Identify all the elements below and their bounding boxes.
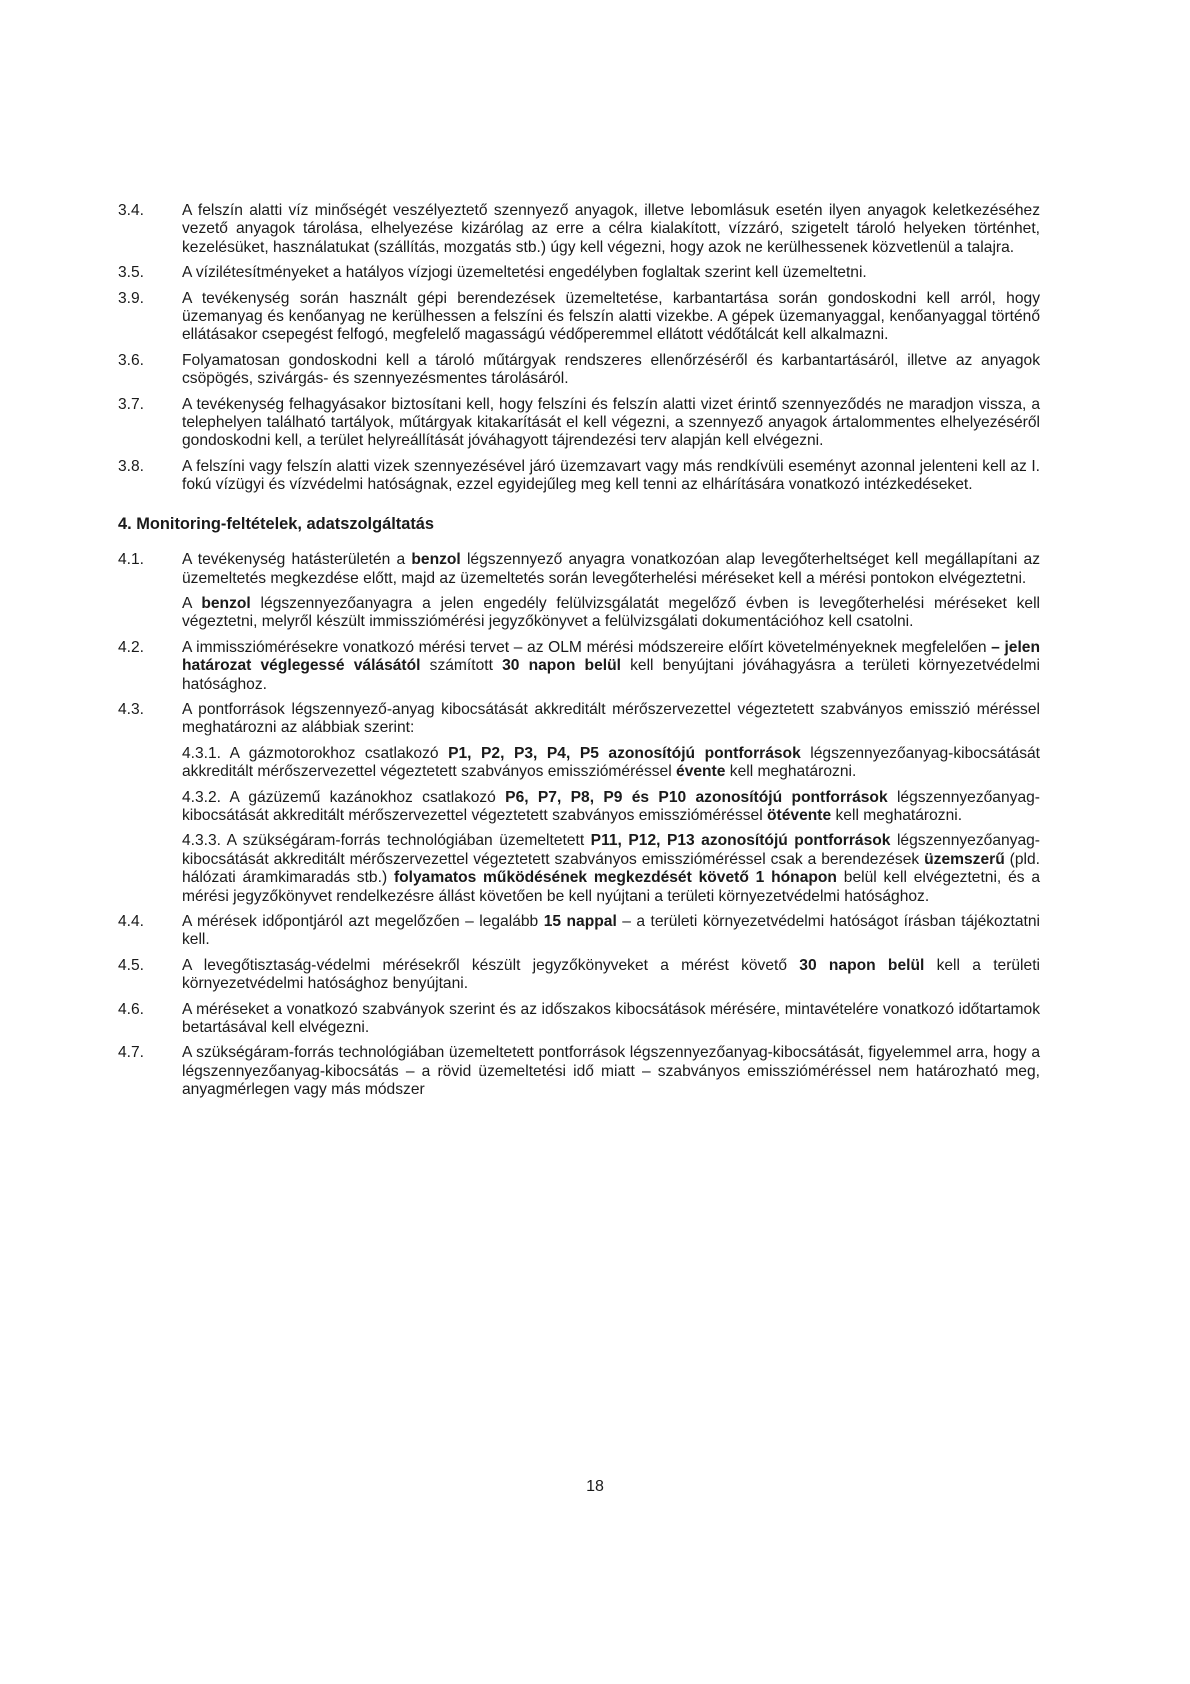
bold-text: 30 napon belül [799, 956, 925, 974]
text-run: A vízilétesítményeket a hatályos vízjogi üzemeltetési engedélyben foglaltak szerint kell üzemeltetni. [182, 264, 867, 282]
paragraph [182, 1001, 1040, 1038]
clause-text [182, 551, 1040, 632]
clause-number: 4.6. [118, 1000, 145, 1018]
numbered-clause [118, 290, 1040, 345]
text-run: A méréseket a vonatkozó szabványok szerint és az időszakos kibocsátások mérésére, mintavételére vonatkozó időtartamok betartásával kell elvégezni. [182, 1000, 1040, 1037]
clause-number: 3.4. [118, 202, 145, 219]
bold-text: P6, P7, P8, P9 és P10 azonosítójú pontforrások [505, 788, 888, 806]
text-run: 4.3.3. A szükségáram-forrás technológiában üzemeltetett [182, 832, 591, 850]
paragraph [182, 701, 1040, 738]
clause-number: 3.6. [118, 351, 145, 369]
paragraph [182, 957, 1040, 994]
text-run: kell meghatározni. [831, 806, 963, 824]
paragraph [182, 202, 1040, 257]
text-run: A [182, 594, 202, 612]
bold-text: P1, P2, P3, P4, P5 azonosítójú pontforrások [448, 744, 801, 762]
clause-number: 4.7. [118, 1044, 145, 1062]
text-run: A immissziómérésekre vonatkozó mérési tervet – az OLM mérési módszereire előírt követelményeknek megfelelően [182, 638, 992, 656]
section-3-list [118, 202, 1040, 495]
numbered-clause [118, 701, 1040, 906]
paragraph [182, 290, 1040, 345]
text-run: A pontforrások légszennyező-anyag kibocsátását akkreditált mérőszervezettel végeztetett szabványos emisszió méréssel meghatározni az alábbiak szerint: [182, 700, 1040, 737]
paragraph [182, 745, 1040, 782]
clause-number: 4.3. [118, 700, 145, 718]
bold-text: 30 napon belül [502, 657, 621, 675]
paragraph [182, 595, 1040, 632]
clause-number: 4.5. [118, 956, 145, 974]
clause-number: 3.5. [118, 264, 145, 282]
clause-text [182, 396, 1040, 451]
numbered-clause [118, 1001, 1040, 1038]
paragraph [182, 396, 1040, 451]
clause-text [182, 202, 1040, 257]
text-run: kell meghatározni. [725, 763, 857, 781]
numbered-clause [118, 396, 1040, 451]
clause-number: 3.8. [118, 457, 145, 475]
clause-text [182, 957, 1040, 994]
text-run: A mérések időpontjáról azt megelőzően – legalább [182, 913, 544, 930]
text-run: (pld. hálózati áramkimaradás stb.) [182, 850, 1041, 887]
text-run: A szükségáram-forrás technológiában üzemeltetett pontforrások légszennyezőanyag-kibocsátását, figyelemmel arra, hogy a légszennyezőanyag-kibocsátás – a rövid üzemeltetési idő miatt – szabványos emisszióméréssel nem határozható meg, anyagmérlegen vagy más módszer [182, 1044, 1040, 1099]
paragraph [182, 551, 1040, 588]
numbered-clause [118, 639, 1040, 694]
text-run: Folyamatosan gondoskodni kell a tároló műtárgyak rendszeres ellenőrzéséről és karbantartásáról, illetve az anyagok csöpögés, szivárgás- és szennyezésmentes tárolásáról. [182, 351, 1040, 388]
clause-text [182, 1001, 1040, 1038]
section-4-list [118, 551, 1040, 1100]
bold-text: folyamatos működésének megkezdését követő 1 hónapon [393, 869, 837, 887]
paragraph [182, 789, 1040, 826]
bold-text: ötévente [767, 806, 832, 824]
text-run: 4.3.1. A gázmotorokhoz csatlakozó [182, 744, 449, 762]
numbered-clause [118, 458, 1040, 495]
paragraph [182, 352, 1040, 389]
numbered-clause [118, 202, 1040, 257]
bold-text: – jelen határozat véglegessé válásától [182, 638, 1040, 675]
text-run: A tevékenység felhagyásakor biztosítani kell, hogy felszíni és felszín alatti vizet érintő szennyeződés ne maradjon vissza, a telephelyen található tartályok, műtárgyak kitakarítását el kell végezni, a szennyező anyagok ártalommentes elhelyezéséről gondoskodni kell, a terület helyreállítását jóváhagyott tájrendezési terv alapján kell elvégezni. [182, 395, 1040, 450]
text-run: A tevékenység során használt gépi berendezések üzemeltetése, karbantartása során gondoskodni kell arról, hogy üzemanyag és kenőanyag ne kerülhessen a felszíni és felszín alatti vizekbe. A gépek üzemanyaggal, kenőanyaggal történő ellátásakor csepegést felfogó, megfelelő magasságú védőperemmel ellátott védőtálcát kell alkalmazni. [182, 289, 1040, 344]
clause-text [182, 639, 1040, 694]
text-run: A felszíni vagy felszín alatti vizek szennyezésével járó üzemzavart vagy más rendkívüli eseményt azonnal jelenteni kell az I. fokú vízügyi és vízvédelmi hatóságnak, ezzel egyidejűleg meg kell tenni az elhárítására vonatkozó intézkedéseket. [182, 457, 1040, 494]
numbered-clause [118, 352, 1040, 389]
page-number: 18 [586, 1478, 604, 1495]
text-run: számított [420, 657, 503, 675]
paragraph [182, 832, 1040, 906]
paragraph [182, 1044, 1040, 1099]
numbered-clause [118, 264, 1040, 282]
bold-text: 15 nappal [543, 913, 617, 930]
paragraph [182, 639, 1040, 694]
clause-number: 4.4. [118, 913, 145, 930]
clause-number: 3.7. [118, 395, 145, 413]
text-run: légszennyezőanyag-kibocsátását akkreditált mérőszervezettel végeztetett szabványos emisszióméréssel [182, 744, 1040, 781]
text-run: A levegőtisztaság-védelmi mérésekről készült jegyzőkönyveket a mérést követő [182, 956, 800, 974]
text-run: A tevékenység hatásterületén a [182, 551, 412, 569]
text-run: légszennyezőanyag-kibocsátását akkreditált mérőszervezettel végeztetett szabványos emisszióméréssel csak a berendezések [182, 832, 1040, 868]
numbered-clause [118, 1044, 1040, 1099]
text-run: légszennyező anyagra vonatkozóan alap levegőterheltséget kell megállapítani az üzemeltetés megkezdése előtt, majd az üzemeltetés során levegőterhelési méréseket kell a mérési pontokon elvégeztetni. [182, 551, 1040, 587]
paragraph [182, 458, 1040, 495]
clause-text [182, 1044, 1040, 1099]
clause-text [182, 352, 1040, 389]
paragraph [182, 264, 1040, 282]
text-run: légszennyezőanyag-kibocsátását akkreditált mérőszervezettel végeztetett szabványos emisszióméréssel [182, 788, 1040, 824]
numbered-clause [118, 551, 1040, 632]
clause-number: 3.9. [118, 289, 145, 307]
text-run: 4.3.2. A gázüzemű kazánokhoz csatlakozó [182, 788, 506, 806]
clause-text [182, 701, 1040, 906]
numbered-clause [118, 913, 1040, 950]
clause-text [182, 458, 1040, 495]
clause-text [182, 264, 1040, 282]
text-run: belül kell elvégeztetni, és a mérési jegyzőkönyvet rendelkezésre állást követően be kell nyújtani a területi környezetvédelmi hatósághoz. [182, 869, 1041, 905]
bold-text: üzemszerű [924, 850, 1005, 868]
text-run: A felszín alatti víz minőségét veszélyeztető szennyező anyagok, illetve lebomlásuk esetén ilyen anyagok keletkezéséhez vezető anyagok tárolása, elhelyezése kizárólag az erre a célra kialakított, vízzáró, szigetelt tároló helyeken történhet, kezelésüket, használatukat (szállítás, mozgatás stb.) úgy kell végezni, hogy azok ne kerülhessenek közvetlenül a talajra. [182, 202, 1040, 256]
bold-text: P11, P12, P13 azonosítójú pontforrások [590, 832, 891, 850]
text-run: – a területi környezetvédelmi hatóságot írásban tájékoztatni kell. [182, 913, 1040, 949]
clause-number: 4.2. [118, 638, 145, 656]
clause-number: 4.1. [118, 551, 145, 569]
bold-text: benzol [201, 594, 251, 612]
paragraph [182, 913, 1040, 950]
text-run: kell benyújtani jóváhagyásra a területi környezetvédelmi hatósághoz. [182, 657, 1040, 693]
clause-text [182, 290, 1040, 345]
text-run: légszennyezőanyagra a jelen engedély felülvizsgálatát megelőző évben is levegőterhelési méréseket kell végeztetni, melyről készült immissziómérési jegyzőkönyvet a felülvizsgálati dokumentációhoz kell csatolni. [182, 594, 1041, 631]
clause-text [182, 913, 1040, 950]
text-run: kell a területi környezetvédelmi hatósághoz benyújtani. [182, 956, 1040, 993]
section-heading: 4. Monitoring-feltételek, adatszolgáltatás [118, 514, 435, 533]
document-page [118, 202, 1040, 1107]
numbered-clause [118, 957, 1040, 994]
bold-text: évente [676, 763, 726, 781]
bold-text: benzol [411, 551, 461, 569]
